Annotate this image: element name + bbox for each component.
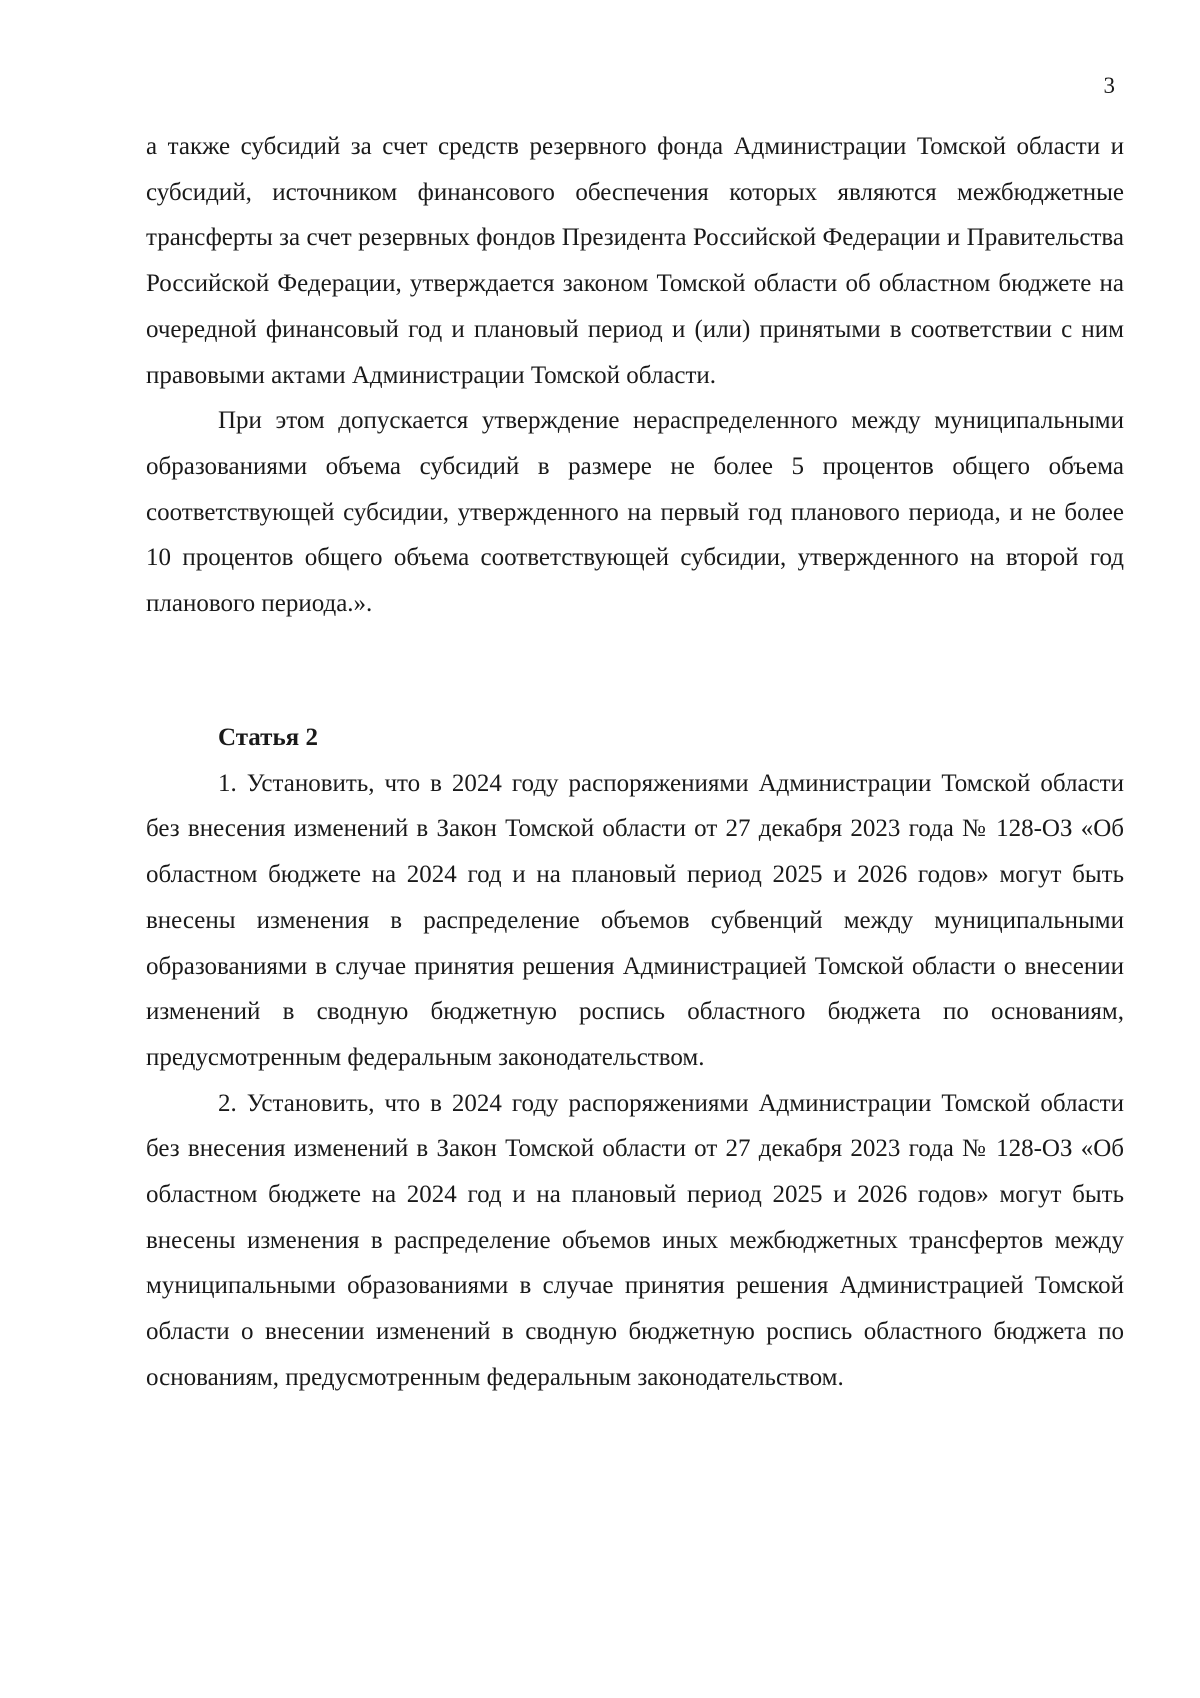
article-title: Статья 2	[218, 724, 318, 751]
article-2	[146, 715, 1124, 1401]
article-item-2: 2. Установить, что в 2024 году распоряжениями Администрации Томской области без внесения изменений в Закон Томской области от 27 декабря 2023 года № 128-ОЗ «Об областном бюджете на 2024 год и на плановый период 2025 и 2026 годов» могут быть внесены изменения в распределение объемов иных межбюджетных трансфертов между муниципальными образованиями в случае принятия решения Администрацией Томской области о внесении изменений в сводную бюджетную роспись областного бюджета по основаниям, предусмотренным федеральным законодательством.	[146, 1089, 1124, 1391]
paragraph-unallocated-subsidies: При этом допускается утверждение нераспределенного между муниципальными образованиями объема субсидий в размере не более 5 процентов общего объема соответствующей субсидии, утвержденного на первый год планового периода, и не более 10 процентов общего объема соответствующей субсидии, утвержденного на второй год планового периода.».	[146, 407, 1124, 618]
page-number: 3	[1103, 73, 1115, 98]
paragraph-continuation: а также субсидий за счет средств резервного фонда Администрации Томской области и субсидий, источником финансового обеспечения которых являются межбюджетные трансферты за счет резервных фондов Президента Российской Федерации и Правительства Российской Федерации, утверждается законом Томской области об областном бюджете на очередной финансовый год и плановый период и (или) принятыми в соответствии с ним правовыми актами Администрации Томской области.	[146, 133, 1124, 389]
article-item-1: 1. Установить, что в 2024 году распоряжениями Администрации Томской области без внесения изменений в Закон Томской области от 27 декабря 2023 года № 128-ОЗ «Об областном бюджете на 2024 год и на плановый период 2025 и 2026 годов» могут быть внесены изменения в распределение объемов субвенций между муниципальными образованиями в случае принятия решения Администрацией Томской области о внесении изменений в сводную бюджетную роспись областного бюджета по основаниям, предусмотренным федеральным законодательством.	[146, 769, 1124, 1071]
continuation-text	[146, 124, 1124, 627]
